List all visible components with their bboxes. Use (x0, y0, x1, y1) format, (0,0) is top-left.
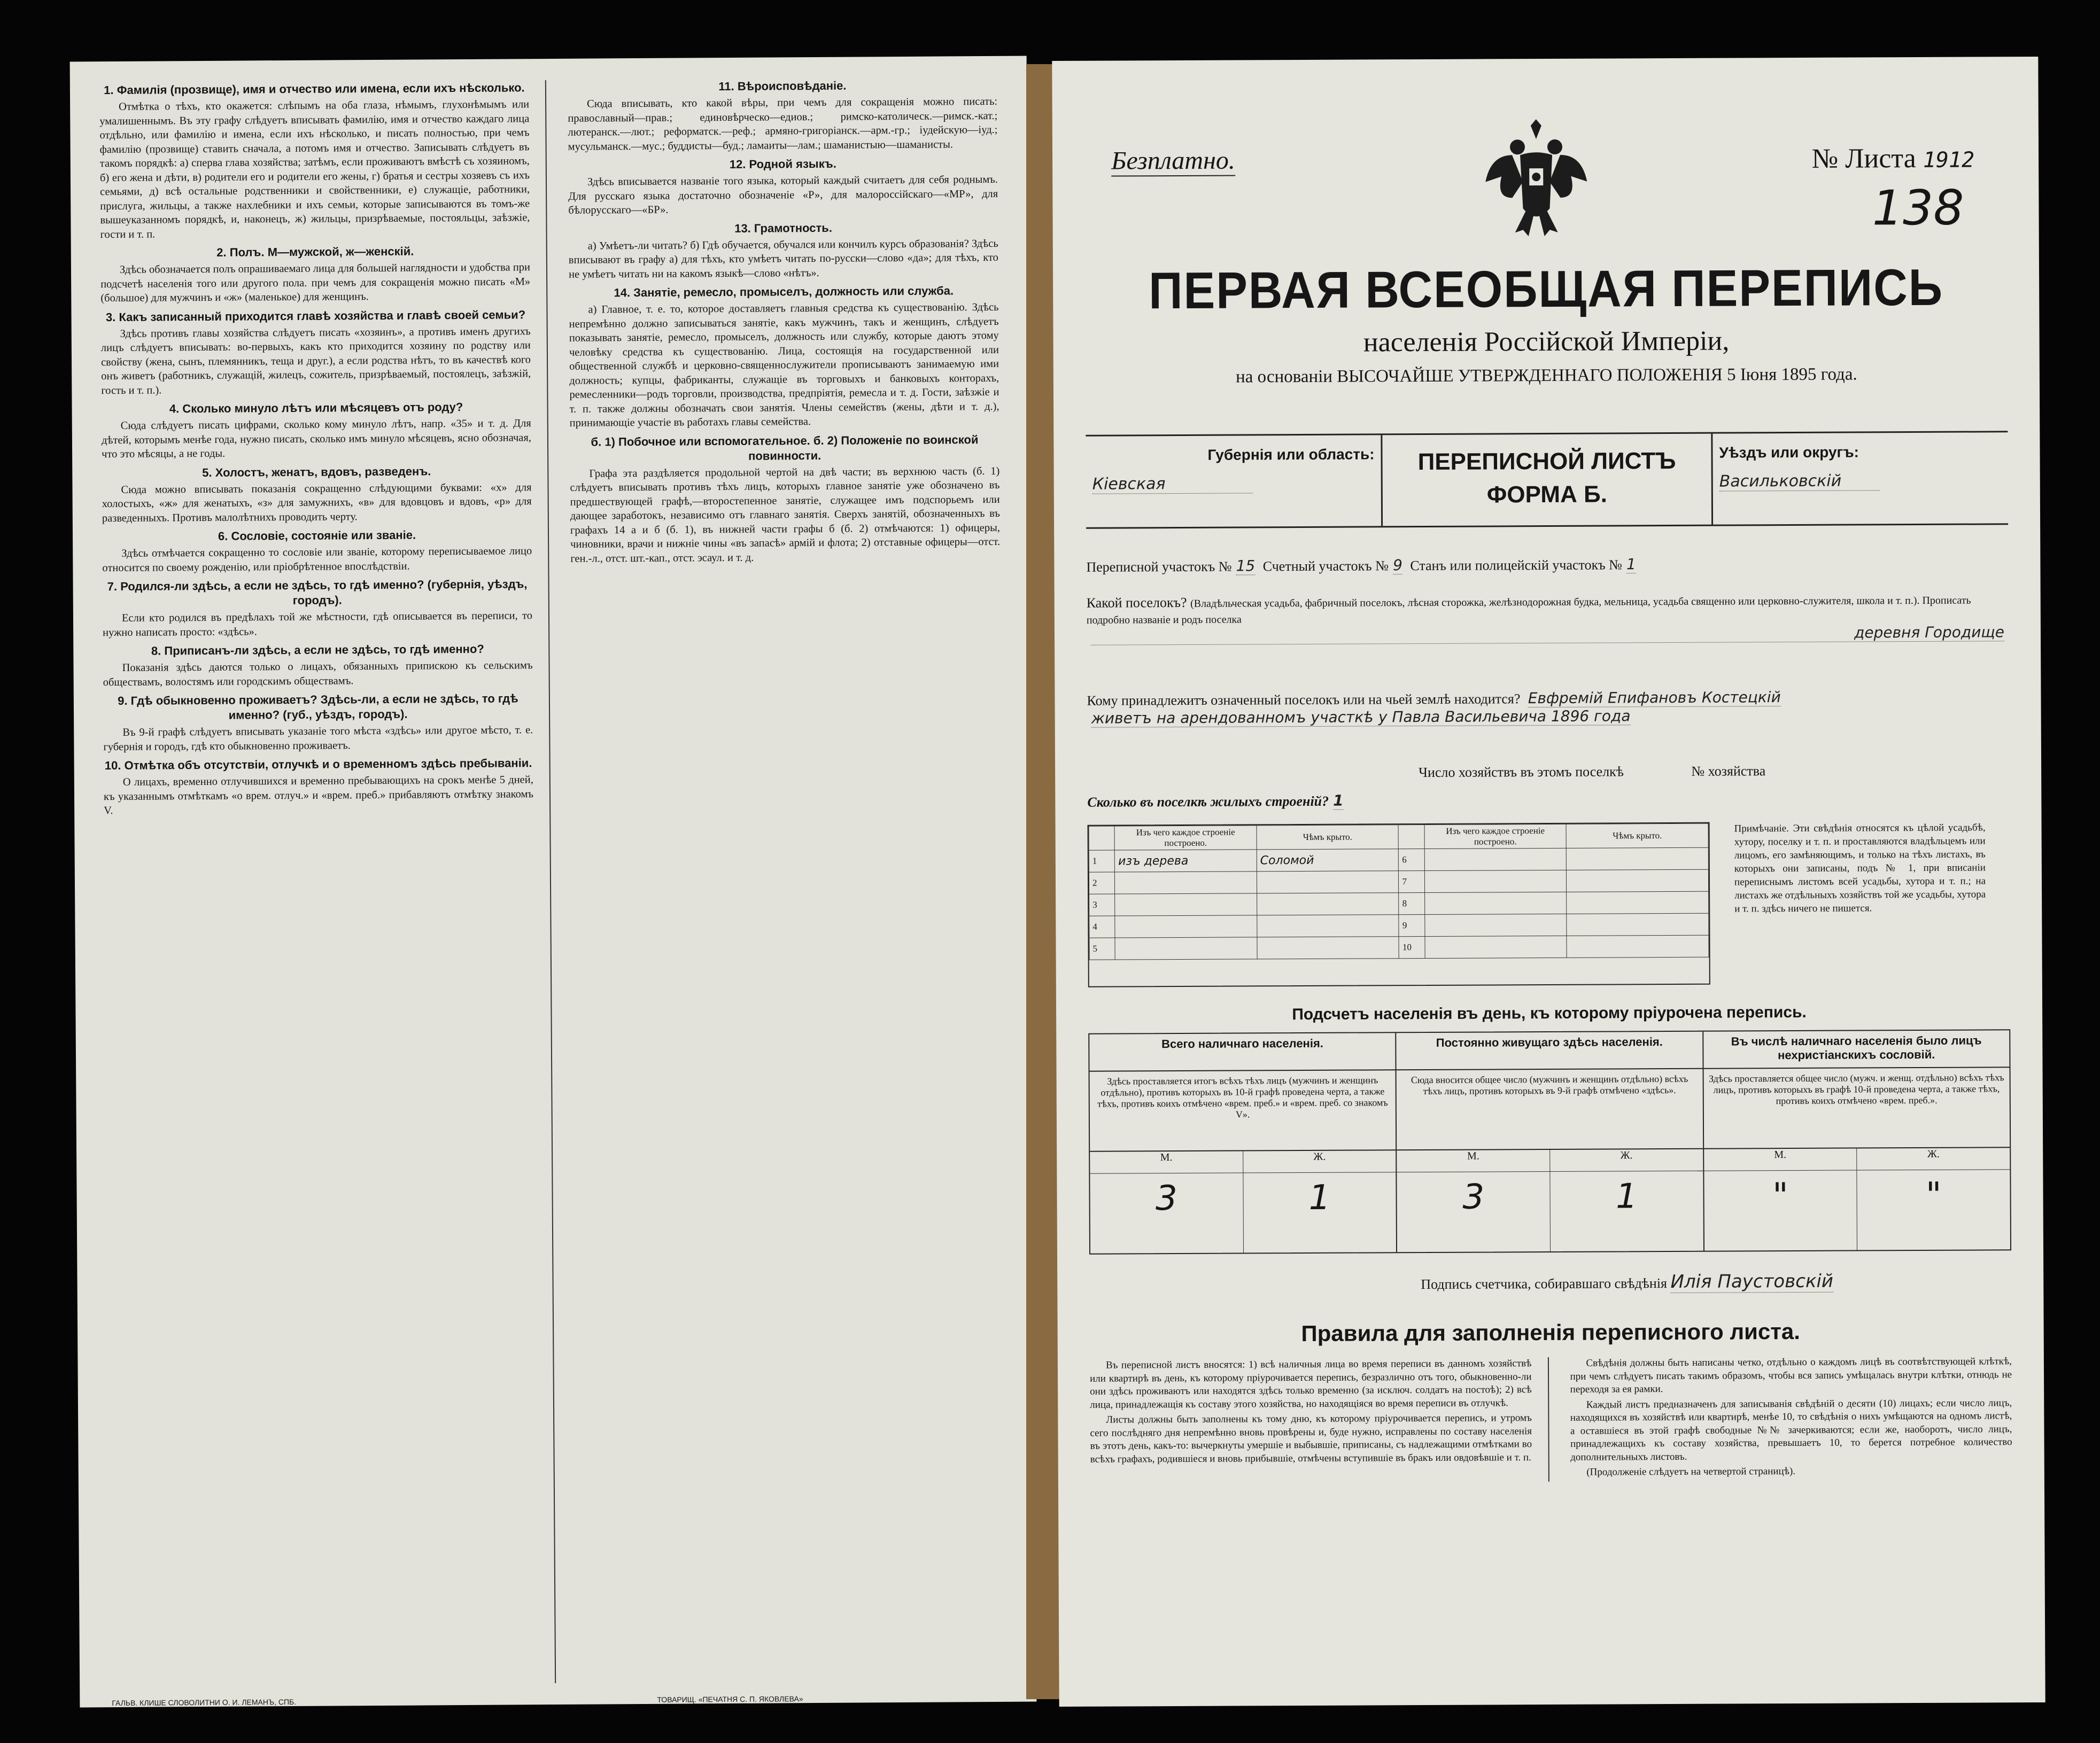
double-headed-eagle-emblem (1480, 118, 1593, 241)
households-line (1087, 762, 2009, 782)
instruction-text: Здѣсь вписывается названіе того языка, который каждый считаетъ для себя роднымъ. Для русскаго языка достаточно обозначеніе «Р», для малороссійскаго—«МР», для бѣлорусскаго—«БР». (568, 173, 998, 216)
female-count: " (1925, 1175, 1942, 1215)
district-line (1086, 554, 2008, 576)
population-column-header: Въ числѣ наличнаго населенія было лицъ нехристіанскихъ сословій. (1703, 1030, 2010, 1069)
population-values (1090, 1172, 1396, 1253)
buildings-cell: изъ дерева (1115, 850, 1257, 872)
rules-right-column (1570, 1355, 2012, 1481)
form-header-box (1086, 431, 2008, 529)
buildings-cell (1567, 935, 1709, 958)
rule-paragraph: Въ переписной листъ вносятся: 1) всѣ наличныя лица во время переписи въ данномъ хозяйствѣ или квартирѣ въ день, къ которому пріурочивается перепись, безразлично отъ того, обыкновенно-ли они здѣсь проживаютъ или находятся здѣсь только временно (за исключ. солдатъ на постоѣ); 2) всѣ лица, принадлежащія къ составу этого хозяйства, но находящіяся во время переписи въ отлучкѣ. (1090, 1358, 1532, 1411)
buildings-cell (1567, 891, 1709, 914)
female-count: 1 (1308, 1178, 1331, 1218)
instruction-text: Если кто родился въ предѣлахъ той же мѣстности, гдѣ описывается въ переписи, то нужно написать просто: «здѣсь». (103, 610, 533, 639)
instruction-section (568, 77, 998, 154)
population-count-title: Подсчетъ населенія въ день, къ которому пріурочена перепись. (1292, 1003, 1807, 1024)
instruction-heading: 3. Какъ записанный приходится главѣ хозяйства и главѣ своей семьи? (105, 307, 526, 324)
police-district-label: Станъ или полицейскій участокъ № (1410, 557, 1622, 574)
buildings-cell: 10 (1399, 937, 1424, 959)
instruction-section (103, 641, 533, 689)
printer-imprint-left: ГАЛЬВ. КЛИШЕ СЛОВОЛИТНИ О. И. ЛЕМАНЪ, СПБ. (112, 1697, 297, 1708)
instruction-text: Въ 9-й графѣ слѣдуетъ вписывать указаніе того мѣста «здѣсь» или другое мѣсто, т. е. губернія и городъ, гдѣ кто обыкновенно проживаетъ. (103, 724, 533, 753)
owner-value-2: живетъ на арендованномъ участкѣ у Павла Васильевича 1896 года (1091, 707, 1631, 727)
enumerator-signature-line (1421, 1271, 1833, 1294)
form-basis: на основаніи ВЫСОЧАЙШЕ УТВЕРЖДЕННАГО ПОЛОЖЕНІЯ 5 Іюня 1895 года. (1235, 364, 1857, 387)
male-count: " (1704, 1170, 1857, 1250)
instruction-text: Отмѣтка о тѣхъ, кто окажется: слѣпымъ на оба глаза, нѣмымъ, глухонѣмымъ или умалишеннымъ. Въ эту графу слѣдуетъ вписывать фамилію, имя и отчество каждаго лица отдѣльно, или фамилію и имена, если ихъ нѣсколько, и писать полностью, при чемъ фамилію (прозвище) ставить сначала, а потомъ имя и отчество. Записывать слѣдуетъ въ такомъ порядкѣ: а) сперва глава хозяйства; затѣмъ, если проживаютъ вмѣстѣ съ хозяиномъ, б) его жена и дѣти, в) родители его и родители его жены, г) братья и сестры хозяевъ съ ихъ семьями, д) всѣ остальные родственники и свойственники, е) служащіе, работники, прислуга, жильцы, а также нахлебники и ихъ семьи, которые записываются въ томъ-же вышеуказанномъ порядкѣ, и, наконецъ, ж) жильцы, призрѣваемые, постояльцы, заѣзжіе, гости и т. п. (99, 98, 530, 240)
rules-title: Правила для заполненія переписного листа. (1301, 1318, 1800, 1347)
buildings-cell (1425, 936, 1567, 958)
male-label: М. (1090, 1151, 1243, 1173)
buildings-cell: 1 (1089, 850, 1114, 872)
male-label: М. (1397, 1150, 1551, 1172)
instruction-heading: 7. Родился-ли здѣсь, а если не здѣсь, то гдѣ именно? (губернія, уѣздъ, городъ). (107, 577, 528, 607)
buildings-cell (1115, 915, 1257, 938)
buildings-row (1089, 935, 1709, 960)
instruction-heading: 9. Гдѣ обыкновенно проживаетъ? Здѣсь-ли, а если не здѣсь, то гдѣ именно? (губ., уѣздъ, городъ). (118, 691, 518, 722)
buildings-material-header: Изъ чего каждое строеніе построено. (1114, 826, 1257, 850)
handwritten-sheet-number: 138 (1872, 180, 1964, 237)
instruction-text: Сюда можно вписывать показанія сокращенно слѣдующими буквами: «х» для холостыхъ, «ж» для женатыхъ, «з» для замужнихъ, «в» для вдовцовъ и вдовъ, «р» для разведенныхъ. Противъ малолѣтнихъ проводить черту. (102, 481, 532, 524)
population-column-desc: Сюда вносится общее число (мужчинъ и женщинъ отдѣльно) всѣхъ тѣхъ лицъ, противъ которыхъ въ 9-й графѣ отмѣчено «здѣсь». (1397, 1069, 1703, 1150)
buildings-cell: 3 (1089, 894, 1115, 916)
instruction-heading: 12. Родной языкъ. (729, 157, 836, 171)
signature-label: Подпись счетчика, собиравшаго свѣдѣнія (1421, 1275, 1668, 1293)
buildings-material-header-2: Изъ чего каждое строеніе построено. (1424, 824, 1567, 849)
population-column (1089, 1033, 1397, 1254)
buildings-cell (1567, 869, 1709, 892)
buildings-cell (1115, 872, 1257, 894)
buildings-note: Примѣчаніе. Эти свѣдѣнія относятся къ цѣлой усадьбѣ, хутору, поселку и т. п. и проставляются владѣльцемъ или лицомъ, его замѣняющимъ, и только на тѣхъ листахъ, въ которыхъ они записаны, подъ № 1, при вписаніи переписнымъ листомъ всей усадьбы, хутора и т. п.; на листахъ же отдѣльныхъ хозяйствъ той же усадьбы, хутора и т. п. здѣсь ничего не пишется. (1734, 822, 1986, 915)
population-count-table (1088, 1029, 2011, 1255)
buildings-cell (1424, 848, 1567, 870)
female-label: Ж. (1927, 1148, 1940, 1160)
instruction-section (569, 283, 999, 430)
rules-left-column (1090, 1357, 1549, 1483)
rule-paragraph: Свѣдѣнія должны быть написаны четко, отдѣльно о каждомъ лицѣ въ соотвѣтствующей клѣткѣ, при чемъ слѣдуетъ писать такимъ образомъ, чтобы вся запись умѣщалась внутри клѣтки, отнюдь не переходя за ея рамки. (1570, 1356, 2012, 1395)
buildings-count-label: Сколько въ поселкѣ жилыхъ строеній? (1087, 793, 1329, 810)
buildings-cell (1257, 937, 1399, 959)
male-female-labels (1704, 1148, 2010, 1171)
buildings-row (1089, 913, 1709, 938)
buildings-count-line (1087, 789, 2009, 811)
gubernia-value: Кіевская (1092, 474, 1253, 494)
settlement-hint: (Владѣльческая усадьба, фабричный поселокъ, лѣсная сторожка, желѣзнодорожная будка, мельница, усадьба священно или церковно-служителя, школа и т. п.). Прописать подробно названіе и родъ поселка (1086, 594, 1971, 626)
population-column (1397, 1032, 1704, 1252)
male-count: 3 (1090, 1173, 1243, 1253)
buildings-roof-header-2: Чѣмъ крыто. (1566, 823, 1708, 848)
buildings-cell: 2 (1089, 872, 1114, 894)
instruction-text: а) Главное, т. е. то, которое доставляетъ главныя средства къ существованію. Здѣсь непремѣнно должно записываться занятіе, какъ мужчинъ, такъ и женщинъ, слѣдуетъ показывать занятіе, ремесло, промыселъ, должность или службу, которые даютъ этому человѣку средства къ существованію. Лица, состоящія на государственной или общественной службѣ и церковно-священнослужители прописываютъ занимаемую ими должность; купцы, фабриканты, служащіе въ торговыхъ и банковыхъ конторахъ, ремесленники—родъ торговли, производства, предпріятія, ремесла и т. д. Гости, заѣзжіе и т. п. также должны обозначать свои занятія. Члены семействъ (жены, дѣти и т. д.), принимающіе участіе въ работахъ главы семейства. (569, 301, 999, 429)
rules-text (1090, 1355, 2012, 1483)
gubernia-label: Губернія или область: (1207, 446, 1375, 463)
population-column-header: Постоянно живущаго здѣсь населенія. (1397, 1032, 1703, 1070)
buildings-cell: 4 (1089, 916, 1115, 938)
households-count-label: Число хозяйствъ въ этомъ поселкѣ (1419, 764, 1624, 781)
buildings-cell (1567, 847, 1709, 870)
census-form-page (1052, 57, 2045, 1707)
buildings-cell: Соломой (1257, 849, 1399, 872)
census-district-value: 15 (1236, 557, 1256, 575)
sheet-number-value: 1912 (1923, 147, 1975, 173)
right-instructions-column (568, 77, 1007, 1683)
form-type-line2: ФОРМА Б. (1486, 481, 1607, 508)
male-count: 3 (1397, 1172, 1551, 1252)
buildings-cell (1115, 893, 1257, 916)
household-number-label: № хозяйства (1691, 763, 1766, 779)
population-column-desc: Здѣсь проставляется общее число (мужч. и женщ. отдѣльно) всѣхъ тѣхъ лицъ, противъ которыхъ въ графѣ 10-й проведена черта, а также тѣхъ, противъ коихъ отмѣчено «врем. преб.». (1703, 1068, 2010, 1149)
settlement-label: Какой поселокъ? (1086, 594, 1187, 611)
female-label: Ж. (1313, 1150, 1326, 1163)
instruction-text: Здѣсь обозначается полъ опрашиваемаго лица для большей наглядности и удобства при подсчетѣ населенія того или другого пола. при чемъ для сокращенія можно писать «М» (большое) для мужчинъ и «ж» (маленькое) для женщинъ. (100, 261, 531, 305)
owner-value: Евфремій Епифановъ Костецкій (1528, 688, 1781, 707)
male-label: М. (1704, 1148, 1857, 1170)
instruction-section (101, 399, 531, 461)
buildings-cell: 9 (1399, 915, 1424, 937)
instruction-section (103, 577, 533, 640)
male-female-labels (1090, 1150, 1396, 1173)
buildings-cell (1257, 915, 1399, 937)
instruction-heading: 8. Приписанъ-ли здѣсь, а если не здѣсь, то гдѣ именно? (151, 642, 484, 658)
police-district-value: 1 (1626, 555, 1636, 573)
buildings-cell (1424, 870, 1567, 892)
instruction-heading: 6. Сословіе, состояніе или званіе. (218, 528, 416, 543)
population-column-header: Всего наличнаго населенія. (1089, 1033, 1396, 1071)
buildings-cell (1424, 892, 1567, 914)
buildings-cell: 6 (1399, 849, 1424, 871)
free-of-charge-label: Безплатно. (1111, 146, 1235, 177)
instruction-text: Сюда слѣдуетъ писать цифрами, сколько кому минуло лѣтъ, напр. «35» и т. д. Для дѣтей, которымъ менѣе года, нужно писать, сколько имъ минуло мѣсяцевъ, ясно обозначая, что это мѣсяцы, а не годы. (101, 417, 531, 461)
instruction-section (104, 756, 534, 818)
instruction-section (103, 691, 533, 754)
form-type (1381, 434, 1713, 526)
rule-paragraph: Листы должны быть заполнены къ тому дню, къ которому пріурочивается перепись, и утромъ сего послѣдняго дня непремѣнно вновь провѣрены и, буде нужно, исправлены по составу населенія въ этотъ день, какъ-то: вычеркнуты умершіе и выбывшіе, приписаны, съ надлежащими отмѣтками во всѣхъ графахъ, родившіеся и вновь прибывшіе, отмѣчены вступившіе въ бракъ или овдовѣвшіе и т. п. (1090, 1412, 1532, 1465)
printer-imprint-right: ТОВАРИЩ. «ПЕЧАТНЯ С. П. ЯКОВЛЕВА» (657, 1694, 803, 1704)
female-count: 1 (1615, 1177, 1638, 1217)
form-type-line1: ПЕРЕПИСНОЙ ЛИСТЪ (1417, 447, 1676, 476)
buildings-cell (1257, 871, 1399, 893)
settlement-line (1087, 591, 2009, 645)
instruction-text: Показанія здѣсь даются только о лицахъ, обязанныхъ припискою къ сельскимъ обществамъ, волостямъ или городскимъ обществамъ. (103, 659, 533, 688)
instruction-text: О лицахъ, временно отлучившихся и временно пребывающихъ на срокъ менѣе 5 дней, къ указаннымъ отмѣткамъ «о врем. отлуч.» и «врем. преб.» прибавляютъ отмѣтку знакомъ V. (103, 774, 534, 817)
sheet-number-label: № Листа (1811, 143, 1916, 174)
signature-value: Илія Паустовскій (1670, 1270, 1834, 1293)
buildings-roof-header: Чѣмъ крыто. (1257, 825, 1399, 850)
rule-paragraph: Каждый листъ предназначенъ для записыванія свѣдѣній о десяти (10) лицахъ; если число лицъ, находящихся въ хозяйствѣ или квартирѣ, менѣе 10, то свѣдѣнія о нихъ умѣщаются на одномъ листѣ, а оставшіеся въ этой графѣ свободные №№ зачеркиваются; если же, наоборотъ, число лицъ, принадлежащихъ къ составу хозяйства, превышаетъ 10, то берется потребное количество дополнительныхъ листовъ. (1570, 1397, 2012, 1463)
census-district-label: Переписной участокъ № (1086, 558, 1232, 575)
buildings-cell: 7 (1399, 871, 1424, 893)
instruction-heading: 14. Занятіе, ремесло, промыселъ, должность или служба. (614, 284, 954, 300)
instruction-heading: 1. Фамилія (прозвище), имя и отчество или имена, если ихъ нѣсколько. (104, 81, 525, 97)
buildings-cell (1425, 914, 1567, 936)
owner-label: Кому принадлежитъ означенный поселокъ или на чьей землѣ находится? (1087, 691, 1521, 709)
owner-line (1087, 687, 2009, 728)
instruction-heading: 4. Сколько минуло лѣтъ или мѣсяцевъ отъ роду? (169, 400, 463, 416)
population-column (1703, 1030, 2010, 1250)
buildings-count-value: 1 (1333, 791, 1344, 810)
instruction-text: Графа эта раздѣляется продольной чертой на двѣ части; въ верхнюю часть (б. 1) слѣдуетъ вписывать противъ тѣхъ лицъ, которыхъ главное занятіе уже обозначено въ предшествующей графѣ,—второстепенное занятіе, служащее имъ подспорьемъ или дающее заработокъ, независимо отъ главнаго занятія. Сверхъ занятій, обозначенныхъ въ графахъ 14 а и б (б. 1), въ нижней части графы б (б. 2) отмѣчаются: 1) офицеры, чиновники, врачи и нижніе чины «въ запасѣ» армій и флота; 2) отставные офицеры—отст. ген.-л., отст. шт.-кап., отст. эсаул. и т. д. (570, 465, 1001, 565)
rule-paragraph: (Продолженіе слѣдуетъ на четвертой страницѣ). (1586, 1465, 1796, 1478)
buildings-cell (1115, 937, 1257, 960)
instruction-section (568, 155, 998, 217)
instruction-heading: 11. Вѣроисповѣданіе. (718, 79, 847, 94)
form-subtitle: населенія Россійской Имперіи, (1363, 325, 1730, 358)
gubernia-field (1086, 435, 1381, 527)
population-values (1704, 1170, 2010, 1250)
instruction-heading: 5. Холостъ, женатъ, вдовъ, разведенъ. (202, 464, 431, 479)
instruction-heading: 10. Отмѣтка объ отсутствіи, отлучкѣ и о временномъ здѣсь пребываніи. (104, 756, 532, 773)
count-district-value: 9 (1392, 556, 1402, 574)
uezd-field (1712, 432, 2008, 524)
population-values (1397, 1171, 1703, 1252)
buildings-row (1089, 847, 1708, 872)
instruction-text: а) Умѣетъ-ли читать? б) Гдѣ обучается, обучался или кончилъ курсъ образованія? Здѣсь вписывают въ графу а) для тѣхъ, кто умѣетъ читать по-русски—слово «да»; для тѣхъ, кто не умѣетъ читать ни на какомъ языкѣ—слово «нѣтъ». (568, 237, 998, 281)
instruction-section (99, 80, 530, 242)
settlement-value: деревня Городище (1091, 623, 2004, 645)
instruction-section (100, 243, 531, 305)
instruction-heading: 2. Полъ. М—мужской, ж—женскій. (216, 244, 414, 259)
instruction-section (570, 432, 1000, 565)
buildings-cell: 5 (1089, 938, 1115, 960)
form-title: ПЕРВАЯ ВСЕОБЩАЯ ПЕРЕПИСЬ (1149, 258, 1944, 320)
left-instructions-column (99, 80, 556, 1686)
sheet-number (1811, 143, 1974, 175)
female-label: Ж. (1620, 1149, 1633, 1162)
uezd-label: Уѣздъ или округъ: (1719, 443, 1859, 461)
instruction-text: Здѣсь отмѣчается сокращенно то сословіе или званіе, которому переписываемое лицо относится по своему рожденію, или пріобрѣтенное впослѣдствіи. (102, 545, 532, 574)
instruction-text: Сюда вписывать, кто какой вѣры, при чемъ для сокращенія можно писать: православный—прав.; единовѣрческо—едиов.; римско-католическ.—римск.-кат.; лютеранск.—лют.; реформатск.—реф.; армяно-григоріанск.—арм.-гр.; іудейскую—іуд.; мусульманск.—мус.; буддисты—буд.; ламаиты—лам.; шаманистыю—шаманисты. (568, 95, 998, 153)
uezd-value: Васильковскій (1719, 471, 1880, 491)
instruction-section (102, 527, 532, 575)
instruction-text: Здѣсь противъ главы хозяйства слѣдуетъ писать «хозяинъ», а противъ именъ другихъ лицъ слѣдуетъ вписывать: во-первыхъ, какъ кто приходится хозяину по родству или свойству (жена, сынъ, племянникъ, теща и друг.), а если родства нѣтъ, то въ качествѣ кого онъ живетъ (работникъ, служащій, жилецъ, сожитель, призрѣваемый, постоялецъ, заѣзжій, гость и т. п.). (100, 325, 531, 396)
population-column-desc: Здѣсь проставляется итогъ всѣхъ тѣхъ лицъ (мужчинъ и женщинъ отдѣльно), противъ которыхъ въ 10-й графѣ проведена черта, а также тѣхъ, противъ коихъ отмѣчено «врем. преб.» и «врем. преб. со знакомъ V». (1090, 1070, 1396, 1151)
instruction-section (100, 307, 531, 398)
instruction-heading: б. 1) Побочное или вспомогательное. б. 2) Положеніе по воинской повинности. (591, 432, 979, 463)
instruction-section (102, 463, 532, 525)
buildings-row (1089, 891, 1709, 916)
buildings-row (1089, 869, 1708, 894)
instruction-heading: 13. Грамотность. (734, 221, 832, 235)
left-page (70, 56, 1037, 1708)
buildings-cell (1567, 913, 1709, 936)
buildings-cell (1257, 893, 1399, 915)
count-district-label: Счетный участокъ № (1262, 558, 1389, 574)
male-female-labels (1397, 1149, 1703, 1172)
buildings-cell: 8 (1399, 893, 1424, 915)
instruction-section (568, 219, 998, 281)
buildings-table (1088, 822, 1710, 987)
